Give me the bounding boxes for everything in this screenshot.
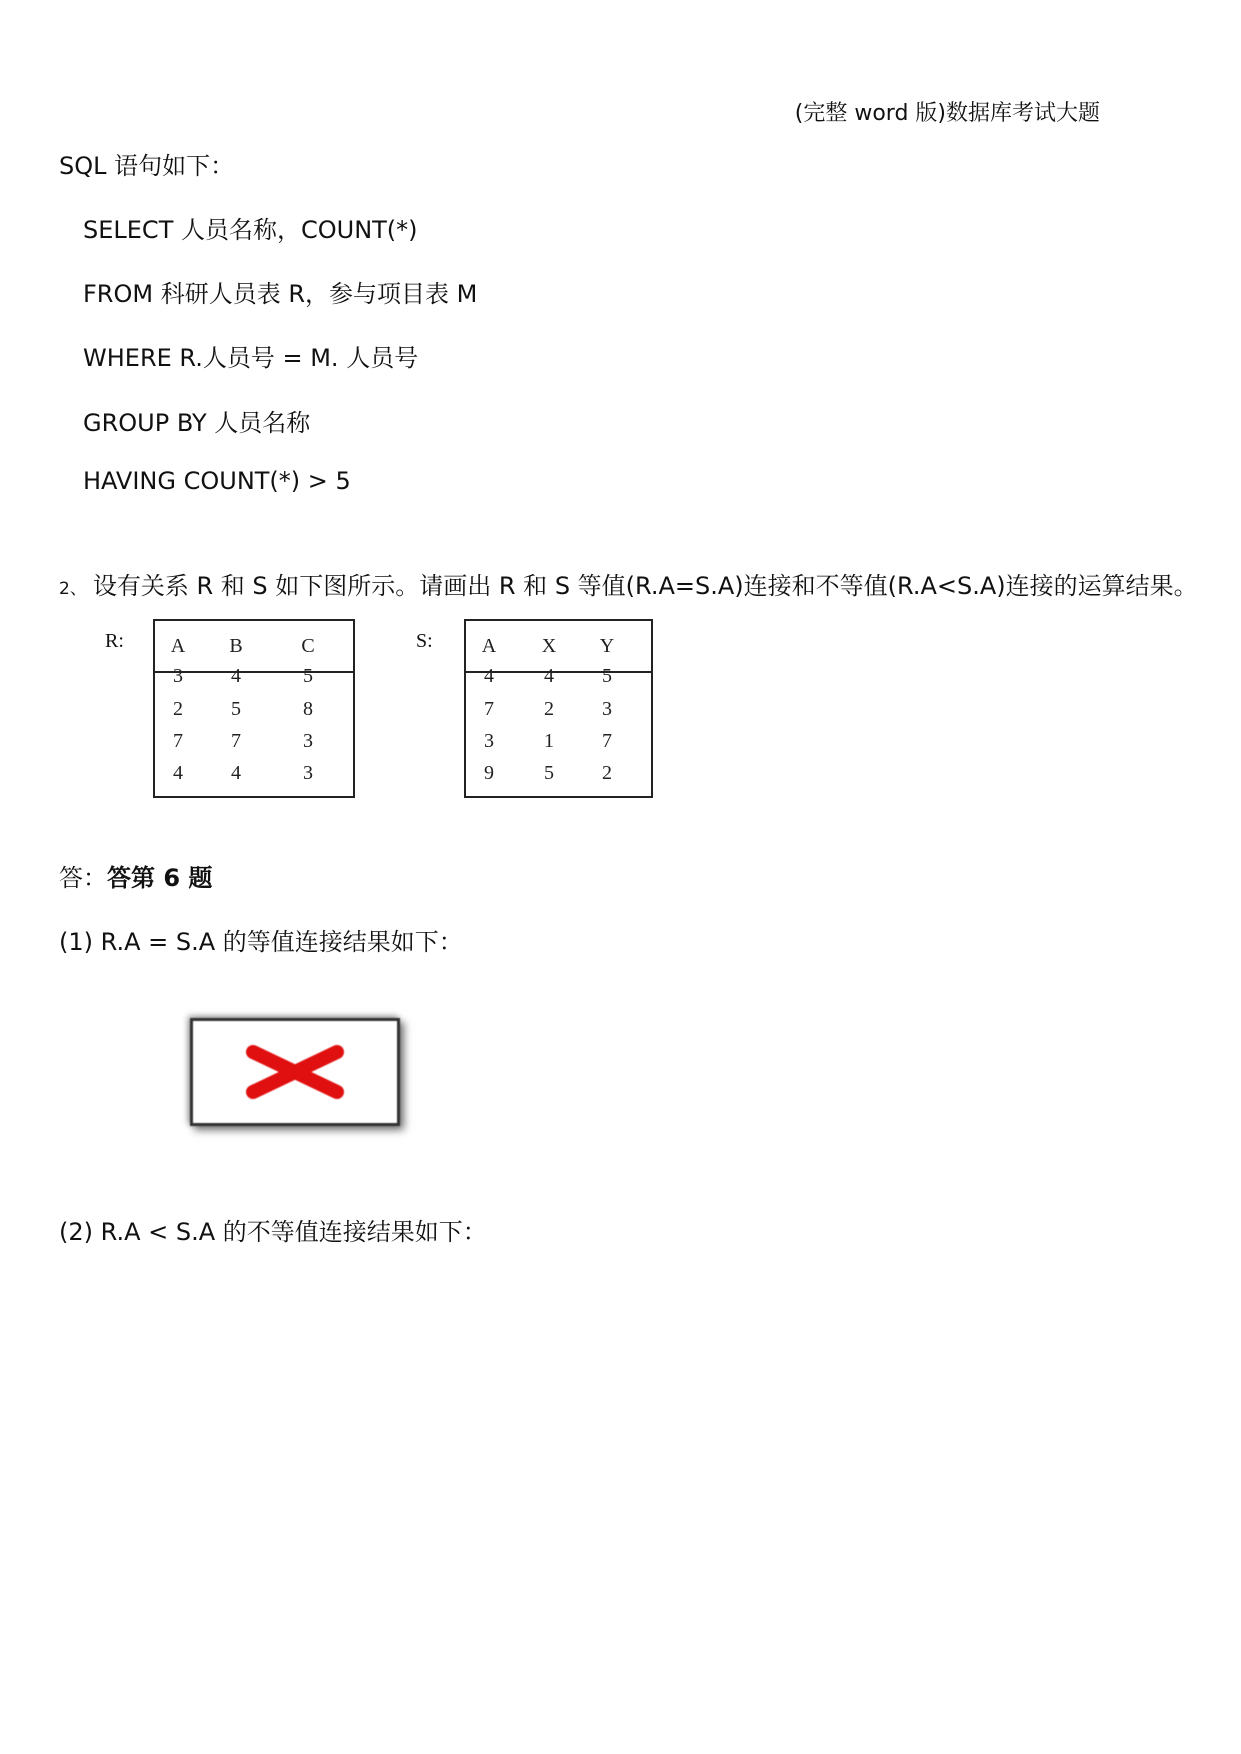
r-cell: 5 — [231, 698, 241, 720]
r-cell: 4 — [231, 762, 241, 784]
r-cell: 4 — [173, 762, 183, 784]
s-cell: 2 — [602, 762, 612, 784]
question-number: 2、 — [59, 579, 87, 599]
answer-part-2: (2) R.A < S.A 的不等值连接结果如下： — [59, 1218, 487, 1246]
r-cell: 8 — [303, 698, 313, 720]
r-cell: 3 — [303, 762, 313, 784]
s-col-x: X — [541, 635, 557, 657]
s-cell: 4 — [484, 665, 494, 687]
r-cell: 2 — [173, 698, 183, 720]
r-cell: 7 — [173, 730, 183, 752]
sql-line-from: FROM 科研人员表 R，参与项目表 M — [83, 280, 478, 308]
r-cell: 3 — [173, 665, 183, 687]
r-col-c: C — [301, 635, 315, 657]
question-text: 设有关系 R 和 S 如下图所示。请画出 R 和 S 等值(R.A=S.A)连接和不等值(R.A<S.A)连接的运算结果。 — [92, 572, 1198, 600]
r-cell: 5 — [303, 665, 313, 687]
answer-heading — [59, 858, 212, 893]
r-cell: 7 — [231, 730, 241, 752]
sql-line-where: WHERE R.人员号 = M. 人员号 — [83, 344, 419, 372]
sql-line-groupby: GROUP BY 人员名称 — [83, 409, 311, 437]
s-cell: 4 — [544, 665, 554, 687]
s-cell: 1 — [544, 730, 554, 752]
question-2 — [59, 566, 1198, 601]
s-cell: 5 — [602, 665, 612, 687]
relation-s-table — [464, 619, 653, 798]
s-cell: 3 — [484, 730, 494, 752]
sql-line-having: HAVING COUNT(*) > 5 — [83, 467, 351, 495]
red-x-icon — [245, 1042, 345, 1102]
relation-s-label: S: — [416, 630, 433, 652]
s-cell: 7 — [484, 698, 494, 720]
r-cell: 3 — [303, 730, 313, 752]
sql-line-select: SELECT 人员名称，COUNT(*) — [83, 216, 418, 244]
relation-r-label: R: — [105, 630, 124, 652]
s-cell: 7 — [602, 730, 612, 752]
answer-prefix: 答： — [59, 864, 107, 892]
s-col-a: A — [481, 635, 497, 657]
answer-part-1: (1) R.A = S.A 的等值连接结果如下： — [59, 928, 463, 956]
document-header: (完整 word 版)数据库考试大题 — [794, 101, 1100, 126]
broken-image-icon — [190, 1018, 400, 1126]
answer-title: 答第 6 题 — [107, 864, 213, 892]
r-col-b: B — [229, 635, 243, 657]
r-col-a: A — [170, 635, 186, 657]
sql-intro: SQL 语句如下： — [59, 152, 235, 180]
s-cell: 5 — [544, 762, 554, 784]
r-cell: 4 — [231, 665, 241, 687]
s-cell: 3 — [602, 698, 612, 720]
s-col-y: Y — [599, 635, 615, 657]
s-cell: 9 — [484, 762, 494, 784]
relation-r-table — [153, 619, 355, 798]
s-cell: 2 — [544, 698, 554, 720]
